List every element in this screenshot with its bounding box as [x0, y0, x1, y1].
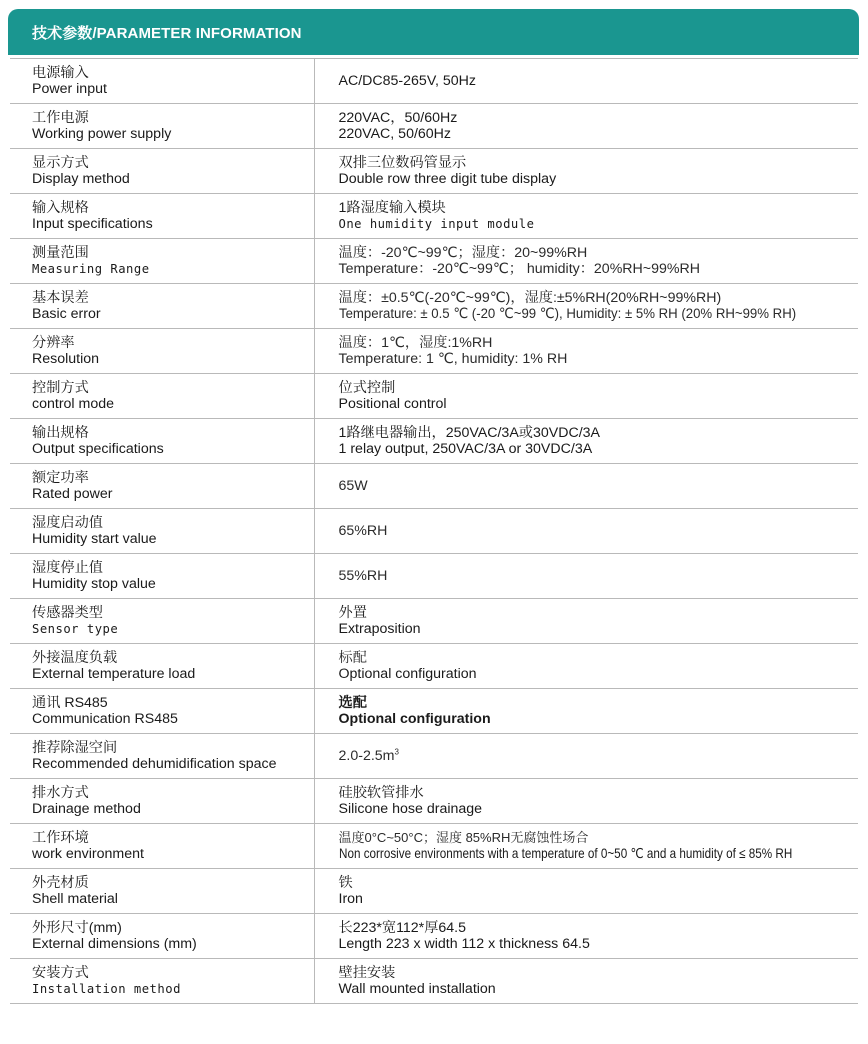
param-label [10, 194, 314, 239]
param-label-cn: 电源输入 [32, 64, 89, 81]
param-label-en: control mode [32, 396, 115, 412]
table-row [10, 239, 858, 284]
param-label-cn: 控制方式 [32, 379, 89, 396]
param-label-cn: 通讯 RS485 [32, 694, 108, 711]
param-value-line: 温度：±0.5℃(-20℃~99℃)，湿度:±5%RH(20%RH~99%RH) [338, 289, 722, 306]
param-value-line: 选配 [338, 694, 367, 711]
param-label-en: Power input [32, 81, 107, 97]
param-value-line: 标配 [338, 649, 367, 666]
param-label [10, 419, 314, 464]
param-label [10, 329, 314, 374]
param-label [10, 914, 314, 959]
param-label-cn: 排水方式 [32, 784, 89, 801]
param-label-cn: 传感器类型 [32, 604, 103, 621]
param-value [314, 644, 858, 689]
param-label-cn: 湿度启动值 [32, 514, 103, 531]
param-label-cn: 显示方式 [32, 154, 89, 171]
table-row [10, 149, 858, 194]
param-value-line: 硅胶软管排水 [338, 784, 424, 801]
param-label-en: External temperature load [32, 666, 196, 682]
param-label-cn: 工作电源 [32, 109, 89, 126]
param-value [314, 329, 858, 374]
param-value-line: Optional configuration [338, 666, 477, 682]
param-label-cn: 工作环境 [32, 829, 89, 846]
param-value-line: Optional configuration [338, 711, 491, 727]
param-value-line: 壁挂安装 [338, 964, 396, 981]
param-label-en: Input specifications [32, 216, 153, 232]
superscript-three: 3 [394, 747, 399, 757]
param-label-en: Resolution [32, 351, 100, 367]
param-label [10, 959, 314, 1004]
param-label-en: Rated power [32, 486, 113, 502]
param-value-line: 温度：1℃，湿度:1%RH [338, 334, 493, 351]
table-row [10, 689, 858, 734]
section-title: 技术参数/PARAMETER INFORMATION [32, 24, 302, 42]
param-value-line: 55%RH [338, 567, 388, 584]
param-value [314, 509, 858, 554]
parameter-table [10, 58, 858, 1004]
param-value [314, 104, 858, 149]
param-value [314, 194, 858, 239]
param-label-en: Installation method [32, 982, 181, 996]
param-label-cn: 推荐除湿空间 [32, 739, 118, 756]
param-value [314, 554, 858, 599]
param-label [10, 284, 314, 329]
param-label-cn: 湿度停止值 [32, 559, 103, 576]
table-row [10, 374, 858, 419]
param-label-cn: 额定功率 [32, 469, 89, 486]
param-label-cn: 安装方式 [32, 964, 89, 981]
param-label [10, 824, 314, 869]
param-value-line: 220VAC，50/60Hz [338, 109, 458, 126]
param-value [314, 689, 858, 734]
table-row [10, 509, 858, 554]
param-label [10, 59, 314, 104]
param-value-line: Positional control [338, 396, 447, 412]
table-row [10, 419, 858, 464]
param-label-cn: 外形尺寸(mm) [32, 919, 122, 936]
param-value-line: Extraposition [338, 621, 421, 637]
table-row [10, 284, 858, 329]
param-label [10, 644, 314, 689]
param-value-line: Temperature: ± 0.5 ℃ (-20 ℃~99 ℃), Humidity: ± 5% RH (20% RH~99% RH) [338, 306, 796, 322]
param-value-line: Silicone hose drainage [338, 801, 483, 817]
param-label-en: External dimensions (mm) [32, 936, 197, 952]
table-row [10, 599, 858, 644]
table-row [10, 59, 858, 104]
table-row [10, 959, 858, 1004]
param-label [10, 104, 314, 149]
param-value [314, 374, 858, 419]
table-row [10, 554, 858, 599]
table-row [10, 779, 858, 824]
table-row [10, 824, 858, 869]
param-value [314, 149, 858, 194]
param-label-en: Shell material [32, 891, 118, 907]
table-row [10, 464, 858, 509]
param-label-en: Sensor type [32, 622, 119, 636]
param-value [314, 419, 858, 464]
param-label [10, 239, 314, 284]
param-label-cn: 测量范围 [32, 244, 89, 261]
param-value-line: Double row three digit tube display [338, 171, 557, 187]
param-value-line: $2.0-2.5m^3$ [338, 747, 399, 764]
param-label [10, 374, 314, 419]
param-label [10, 554, 314, 599]
param-value [314, 914, 858, 959]
param-value [314, 599, 858, 644]
param-label-en: Working power supply [32, 126, 172, 142]
param-value [314, 959, 858, 1004]
param-label-en: Humidity stop value [32, 576, 156, 592]
param-label-cn: 输入规格 [32, 199, 89, 216]
table-row [10, 734, 858, 779]
param-value-line: Length 223 x width 112 x thickness 64.5 [338, 936, 590, 952]
table-row [10, 869, 858, 914]
table-row [10, 104, 858, 149]
param-value-line: Wall mounted installation [338, 981, 496, 997]
param-value-line: 1路湿度输入模块 [338, 199, 446, 216]
param-label [10, 689, 314, 734]
param-value-line: 65W [338, 477, 368, 494]
param-value [314, 59, 858, 104]
param-value-line: Temperature: 1 ℃, humidity: 1% RH [338, 351, 568, 367]
param-value-line: 温度0°C~50°C；湿度 85%RH无腐蚀性场合 [338, 829, 589, 845]
section-header [8, 9, 859, 55]
param-label-en: work environment [32, 846, 144, 862]
param-value-line: Non corrosive environments with a temperature of 0~50 ℃ and a humidity of ≤ 85% RH [338, 846, 792, 861]
param-label-cn: 基本误差 [32, 289, 89, 306]
param-value-line: Iron [338, 891, 363, 907]
param-label [10, 599, 314, 644]
param-label [10, 464, 314, 509]
param-value-line: 220VAC, 50/60Hz [338, 126, 452, 142]
param-label-en: Output specifications [32, 441, 164, 457]
param-label-cn: 外壳材质 [32, 874, 89, 891]
param-label-cn: 外接温度负载 [32, 649, 118, 666]
param-value-line: 长223*宽112*厚64.5 [338, 919, 467, 936]
param-label-en: Communication RS485 [32, 711, 178, 727]
param-label [10, 734, 314, 779]
table-row [10, 914, 858, 959]
param-value [314, 734, 858, 779]
param-value-line: 外置 [338, 604, 367, 621]
param-value-line: One humidity input module [338, 217, 535, 231]
param-value-line: 双排三位数码管显示 [338, 154, 467, 171]
param-value-line: 温度：-20℃~99℃；湿度：20~99%RH [338, 244, 588, 261]
param-label [10, 779, 314, 824]
param-label-en: Basic error [32, 306, 101, 322]
param-value-line: 65%RH [338, 522, 388, 539]
param-label-en: Recommended dehumidification space [32, 756, 277, 772]
param-label [10, 509, 314, 554]
param-value [314, 824, 858, 869]
table-row [10, 329, 858, 374]
param-label [10, 869, 314, 914]
param-label-en: Measuring Range [32, 262, 150, 276]
param-value-line: AC/DC85-265V, 50Hz [338, 72, 476, 89]
table-row [10, 644, 858, 689]
param-label-cn: 输出规格 [32, 424, 89, 441]
param-value-line: Temperature：-20℃~99℃； humidity：20%RH~99%RH [338, 261, 700, 277]
param-value [314, 464, 858, 509]
param-value-line: 铁 [338, 874, 353, 891]
param-value [314, 869, 858, 914]
param-value [314, 239, 858, 284]
param-label [10, 149, 314, 194]
param-value-line: 位式控制 [338, 379, 396, 396]
param-value-line: 1 relay output, 250VAC/3A or 30VDC/3A [338, 441, 593, 457]
param-label-cn: 分辨率 [32, 334, 75, 351]
param-label-en: Humidity start value [32, 531, 157, 547]
param-label-en: Drainage method [32, 801, 141, 817]
param-value [314, 284, 858, 329]
table-row [10, 194, 858, 239]
param-value [314, 779, 858, 824]
param-label-en: Display method [32, 171, 130, 187]
param-value-line: 1路继电器输出，250VAC/3A或30VDC/3A [338, 424, 601, 441]
